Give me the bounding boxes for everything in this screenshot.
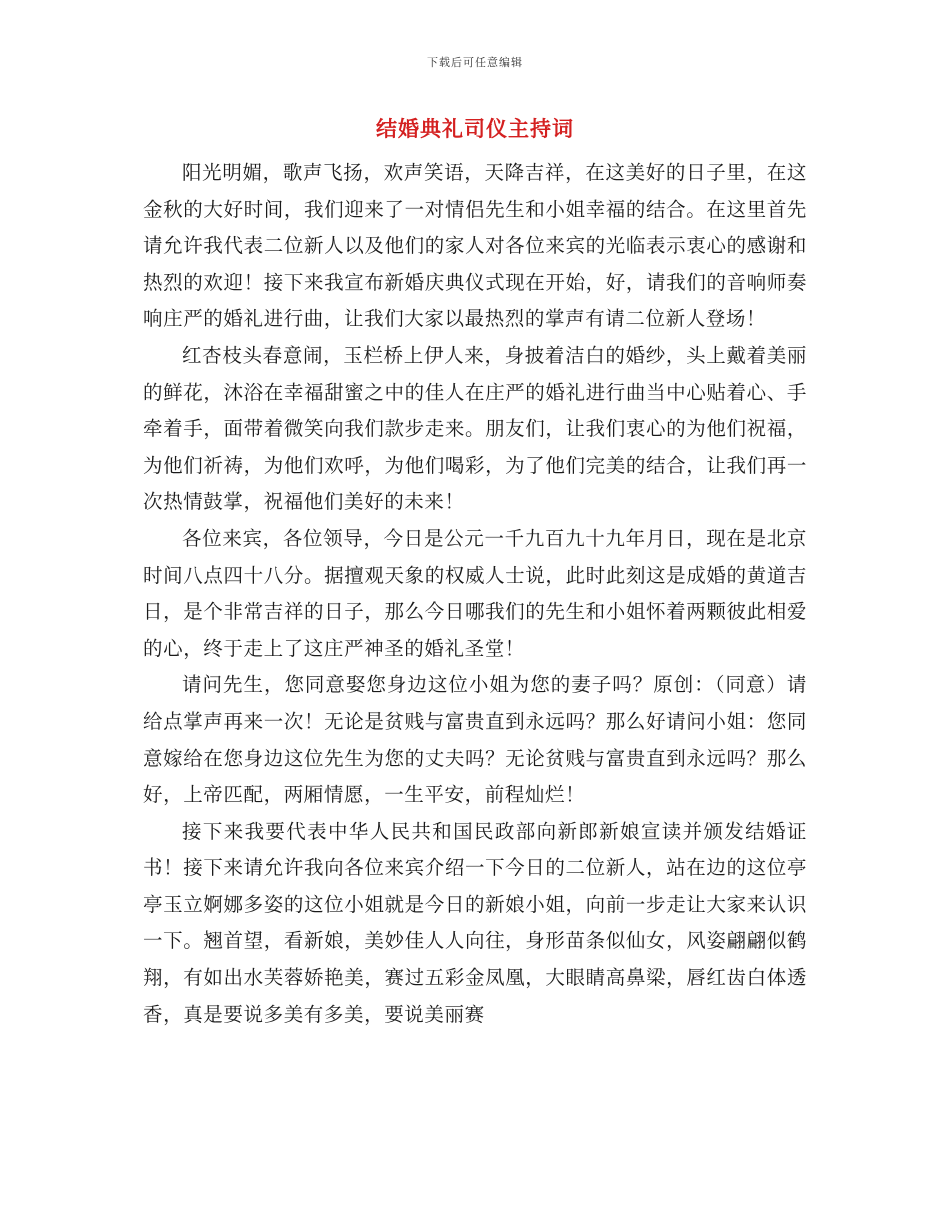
- paragraph-1: 阳光明媚，歌声飞扬，欢声笑语，天降吉祥，在这美好的日子里，在这金秋的大好时间，我们迎来了一对情侣先生和小姐幸福的结合。在这里首先请允许我代表二位新人以及他们的家人对各位来宾的光临表示衷心的感谢和热烈的欢迎！接下来我宣布新婚庆典仪式现在开始，好，请我们的音响师奏响庄严的婚礼进行曲，让我们大家以最热烈的掌声有请二位新人登场！: [143, 161, 807, 331]
- document-body: [143, 155, 807, 1033]
- paragraph-4: 请问先生，您同意娶您身边这位小姐为您的妻子吗？原创：（同意）请给点掌声再来一次！无论是贫贱与富贵直到永远吗？那么好请问小姐：您同意嫁给在您身边这位先生为您的丈夫吗？无论贫贱与富贵直到永远吗？那么好，上帝匹配，两厢情愿，一生平安，前程灿烂！: [143, 673, 807, 807]
- page-header: 下载后可任意编辑: [427, 56, 523, 69]
- paragraph-5: 接下来我要代表中华人民共和国民政部向新郎新娘宣读并颁发结婚证书！接下来请允许我向各位来宾介绍一下今日的二位新人，站在边的这位亭亭玉立婀娜多姿的这位小姐就是今日的新娘小姐，向前一步走让大家来认识一下。翘首望，看新娘，美妙佳人人向往，身形苗条似仙女，风姿翩翩似鹤翔，有如出水芙蓉娇艳美，赛过五彩金凤凰，大眼睛高鼻梁，唇红齿白体透香，真是要说多美有多美，要说美丽赛: [143, 819, 807, 1026]
- paragraph-2: 红杏枝头春意闹，玉栏桥上伊人来，身披着洁白的婚纱，头上戴着美丽的鲜花，沐浴在幸福甜蜜之中的佳人在庄严的婚礼进行曲当中心贴着心、手牵着手，面带着微笑向我们款步走来。朋友们，让我们衷心的为他们祝福，为他们祈祷，为他们欢呼，为他们喝彩，为了他们完美的结合，让我们再一次热情鼓掌，祝福他们美好的未来！: [143, 343, 807, 514]
- document-title: 结婚典礼司仪主持词: [376, 116, 574, 141]
- paragraph-3: 各位来宾，各位领导，今日是公元一千九百九十九年月日，现在是北京时间八点四十八分。据擅观天象的权威人士说，此时此刻这是成婚的黄道吉日，是个非常吉祥的日子，那么今日哪我们的先生和小姐怀着两颗彼此相爱的心，终于走上了这庄严神圣的婚礼圣堂！: [143, 526, 807, 660]
